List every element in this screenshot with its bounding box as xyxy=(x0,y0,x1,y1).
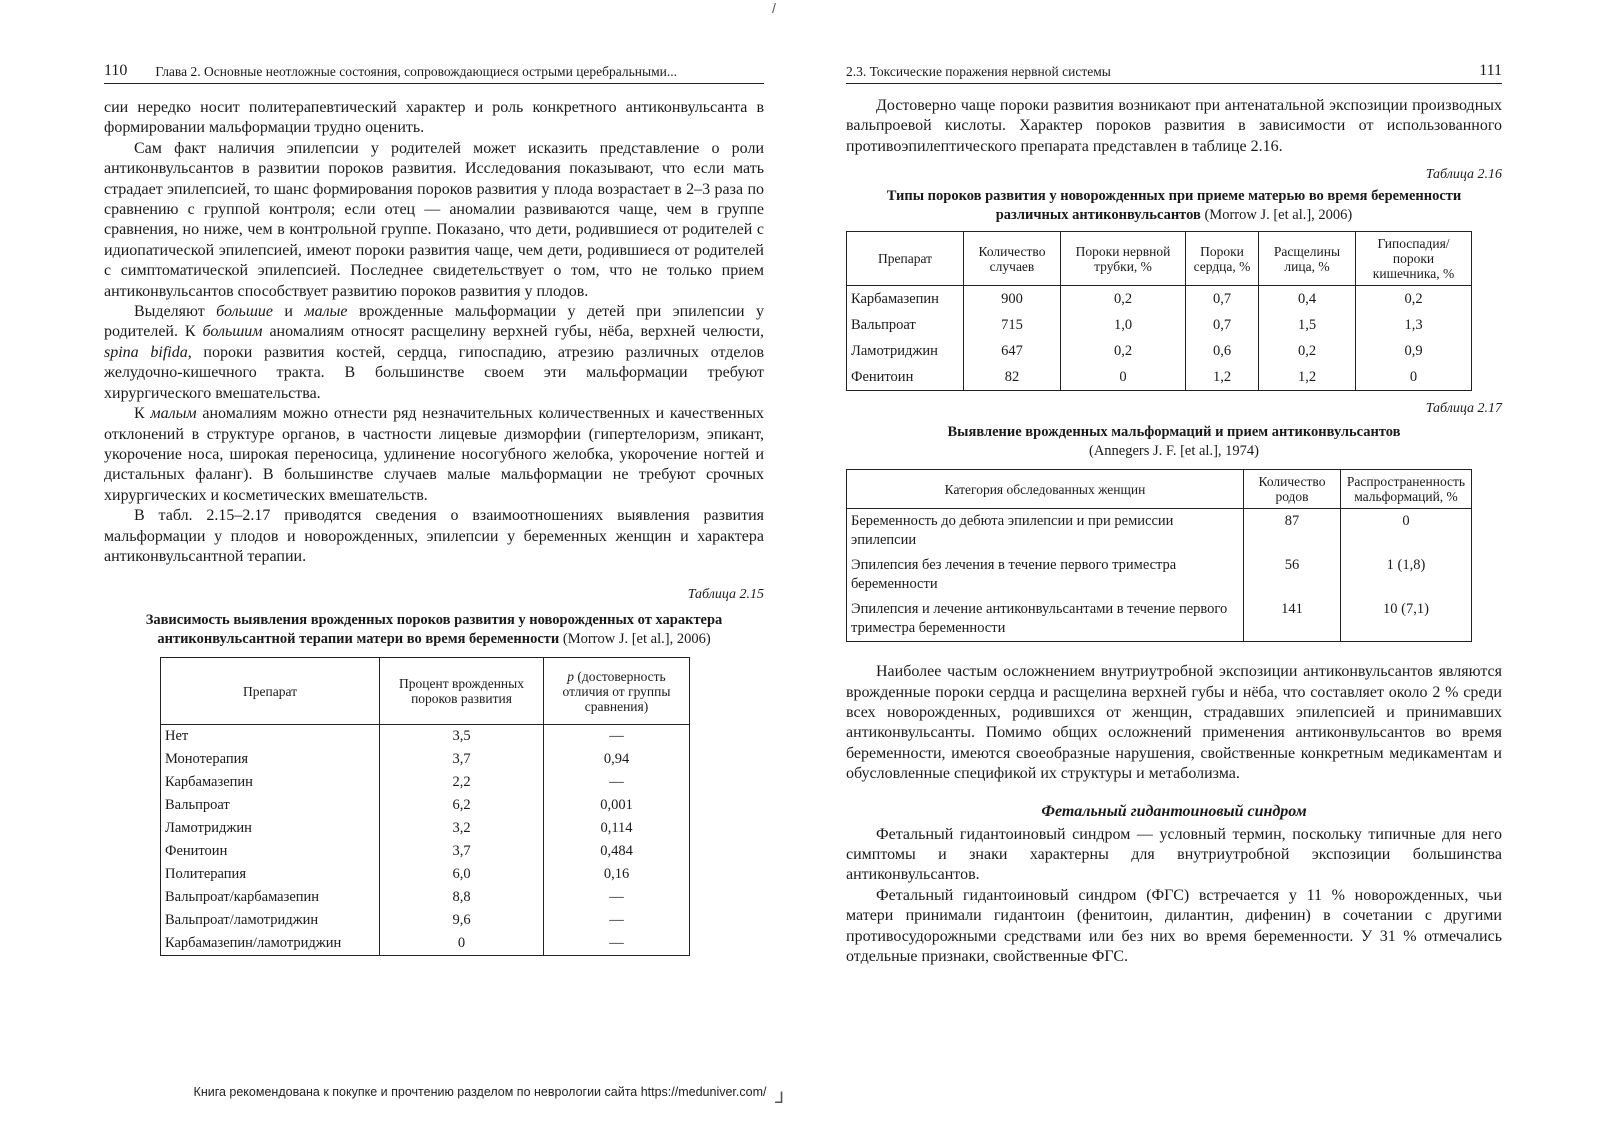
table-cell: 0,2 xyxy=(1356,286,1472,313)
table-cell: 3,5 xyxy=(380,725,544,749)
table-cell: 0,7 xyxy=(1186,312,1259,338)
table-cell: 0,484 xyxy=(544,840,690,863)
table-cell: — xyxy=(544,909,690,932)
table-row xyxy=(847,364,1472,391)
table-cell: 82 xyxy=(964,364,1061,391)
row-label: Вальпроат xyxy=(161,794,380,817)
paragraph: Фетальный гидантоиновый синдром (ФГС) встречается у 11 % новорожденных, чьи матери принимали гидантоин (фенитоин, дилантин, дифенин) в сочетании с другими противосудорожными средствами или без них во время беременности. У 31 % отмечались отдельные признаки, свойственные ФГС. xyxy=(846,886,1502,966)
column-header: Препарат xyxy=(161,658,380,725)
row-label: Ламотриджин xyxy=(161,817,380,840)
row-label: Монотерапия xyxy=(161,748,380,771)
column-header: Распространенность мальформаций, % xyxy=(1341,470,1472,509)
paragraph: Сам факт наличия эпилепсии у родителей может исказить представление о роли антиконвульсантов в развитии пороков развития. Исследования показывают, что если мать страдает эпилепсией, то шанс формирования пороков развития у плода возрастает в 2–3 раза по сравнению с группой контроля; если отец — аномалии развиваются чаще, чем в группе сравнения, но ниже, чем в контрольной группе. Показано, что дети, родившиеся от родителей с идиопатической эпилепсией, имеют пороки развития чаще, чем дети, родившиеся от родителей с симптоматической эпилепсией. Последнее свидетельствует о том, что не только прием антиконвульсантов способствует развитию пороков развития у плодов. xyxy=(104,139,764,300)
table-row xyxy=(161,794,690,817)
table-cell: 0 xyxy=(1061,364,1186,391)
paragraph: В табл. 2.15–2.17 приводятся сведения о взаимоотношениях выявления развития мальформации у плодов и новорожденных, эпилепсии у беременных женщин и характера антиконвульсантной терапии. xyxy=(104,507,764,565)
table-caption: Таблица 2.17 xyxy=(1425,401,1502,417)
table-body xyxy=(161,725,690,956)
row-label: Политерапия xyxy=(161,863,380,886)
table-cell: 6,2 xyxy=(380,794,544,817)
table-cell: 0,001 xyxy=(544,794,690,817)
column-header: Пороки сердца, % xyxy=(1186,232,1259,286)
table-title: Зависимость выявления врожденных пороков развития у новорожденных от характера антиконвульсантной терапии матери во время беременности (Morrow J. [et al.], 2006) xyxy=(145,612,723,648)
table-cell: 9,6 xyxy=(380,909,544,932)
column-header: Категория обследованных женщин xyxy=(847,470,1244,509)
table-cell: 8,8 xyxy=(380,886,544,909)
column-header: Гипоспадия/ пороки кишечника, % xyxy=(1356,232,1472,286)
table-cell: 6,0 xyxy=(380,863,544,886)
table-cell: 647 xyxy=(964,338,1061,364)
table-row xyxy=(161,748,690,771)
row-label: Вальпроат xyxy=(847,312,964,338)
table-cell: 0 xyxy=(1341,509,1472,554)
page-number: 110 xyxy=(104,62,128,79)
paragraph: Наиболее частым осложнением внутриутробной экспозиции антиконвульсантов являются врожденные пороки сердца и расщелина верхней губы и нёба, что составляет около 2 % среди всех новорожденных, родившихся от женщин, страдавших эпилепсией и принимавших антиконвульсанты. Помимо общих осложнений применения антиконвульсантов во время беременности, имеются своеобразные нарушения, свойственные конкретным медикаментам и обусловленные спецификой их структуры и метаболизма. xyxy=(846,663,1502,783)
table-cell: 715 xyxy=(964,312,1061,338)
table-cell: 0,6 xyxy=(1186,338,1259,364)
table-cell: 3,2 xyxy=(380,817,544,840)
running-head-text: 2.3. Токсические поражения нервной системы xyxy=(846,64,1111,79)
table-row xyxy=(847,286,1472,313)
table-title: Типы пороков развития у новорожденных при приеме матерью во время беременности различных антиконвульсантов (Morrow J. [et al.], 2006) xyxy=(886,188,1462,224)
table-caption: Таблица 2.15 xyxy=(687,587,764,603)
row-label: Беременность до дебюта эпилепсии и при ремиссии эпилепсии xyxy=(847,509,1244,554)
paragraph: К малым аномалиям можно отнести ряд незначительных количественных и качественных отклонений в структуре органов, в частности лицевые дизморфии (гипертелоризм, эпикант, укорочение носа, широкая переносица, удлинение носогубного желобка, укорочение ногтей и дистальных фаланг). В большинстве случаев малые мальформации не требуют срочных хирургических и косметических вмешательств. xyxy=(104,405,765,504)
row-label: Карбамазепин/ламотриджин xyxy=(161,932,380,956)
running-head-right xyxy=(846,62,1502,84)
table-row xyxy=(161,909,690,932)
table-cell: — xyxy=(544,771,690,794)
table-cell: 56 xyxy=(1244,553,1341,597)
table-row xyxy=(847,338,1472,364)
column-header: Процент врожденных пороков развития xyxy=(380,658,544,725)
table-row xyxy=(161,817,690,840)
column-header: Количество случаев xyxy=(964,232,1061,286)
right-page xyxy=(800,0,1600,1132)
table-body xyxy=(847,509,1472,642)
table-cell: 0,2 xyxy=(1061,338,1186,364)
table-cell: — xyxy=(544,932,690,956)
table-cell: — xyxy=(544,886,690,909)
page-number: 111 xyxy=(1479,62,1502,79)
running-head-left xyxy=(104,62,764,84)
column-header: Расщелины лица, % xyxy=(1259,232,1356,286)
table-row xyxy=(161,886,690,909)
table-cell: 1,3 xyxy=(1356,312,1472,338)
table-cell: 10 (7,1) xyxy=(1341,597,1472,642)
table-row xyxy=(847,553,1472,597)
row-label: Фенитоин xyxy=(847,364,964,391)
table-cell: 0,16 xyxy=(544,863,690,886)
table-cell: 900 xyxy=(964,286,1061,313)
row-label: Фенитоин xyxy=(161,840,380,863)
table-2-15 xyxy=(160,657,690,956)
table-row xyxy=(161,725,690,749)
table-cell: 0 xyxy=(380,932,544,956)
table-cell: — xyxy=(544,725,690,749)
table-row xyxy=(161,932,690,956)
table-cell: 1,2 xyxy=(1186,364,1259,391)
row-label: Ламотриджин xyxy=(847,338,964,364)
right-text-column xyxy=(846,96,1502,968)
table-title-block xyxy=(134,611,734,649)
table-cell: 0,4 xyxy=(1259,286,1356,313)
table-cell: 0,9 xyxy=(1356,338,1472,364)
scan-mark: / xyxy=(772,0,776,16)
table-cell: 0,2 xyxy=(1061,286,1186,313)
row-label: Вальпроат/ламотриджин xyxy=(161,909,380,932)
row-label: Эпилепсия без лечения в течение первого триместра беременности xyxy=(847,553,1244,597)
table-row xyxy=(847,509,1472,554)
table-row xyxy=(847,312,1472,338)
row-label: Вальпроат/карбамазепин xyxy=(161,886,380,909)
table-2-17 xyxy=(846,469,1472,642)
column-header: Препарат xyxy=(847,232,964,286)
row-label: Карбамазепин xyxy=(847,286,964,313)
table-cell: 1 (1,8) xyxy=(1341,553,1472,597)
table-cell: 0 xyxy=(1356,364,1472,391)
table-cell: 3,7 xyxy=(380,748,544,771)
row-label: Нет xyxy=(161,725,380,749)
row-label: Карбамазепин xyxy=(161,771,380,794)
column-header: Пороки нервной трубки, % xyxy=(1061,232,1186,286)
table-row xyxy=(847,597,1472,642)
table-cell: 141 xyxy=(1244,597,1341,642)
page-footer: Книга рекомендована к покупке и прочтению разделом по неврологии сайта https://meduniver.com/ xyxy=(193,1085,767,1099)
table-source: (Annegers J. F. [et al.], 1974) xyxy=(1089,443,1259,460)
table-cell: 1,2 xyxy=(1259,364,1356,391)
table-cell: 0,7 xyxy=(1186,286,1259,313)
table-2-16 xyxy=(846,231,1472,391)
table-cell: 0,94 xyxy=(544,748,690,771)
column-header: p (достоверность отличия от группы сравнения) xyxy=(544,658,690,725)
table-cell: 0,114 xyxy=(544,817,690,840)
table-row xyxy=(161,840,690,863)
table-cell: 1,5 xyxy=(1259,312,1356,338)
scan-mark: ⅃ xyxy=(775,1090,784,1107)
paragraph: Выделяют большие и малые врожденные мальформации у детей при эпилепсии у родителей. К большим аномалиям относят расщелину верхней губы, нёба, верхней челюсти, spina bifida, пороки развития костей, сердца, гипоспадию, атрезию различных отделов желудочно-кишечного тракта. В большинстве своем эти мальформации требуют хирургического вмешательства. xyxy=(104,303,765,402)
column-header: Количество родов xyxy=(1244,470,1341,509)
table-row xyxy=(161,771,690,794)
table-row xyxy=(161,863,690,886)
section-heading: Фетальный гидантоиновый синдром xyxy=(1041,802,1307,820)
paragraph: Достоверно чаще пороки развития возникают при антенатальной экспозиции производных вальпроевой кислоты. Характер пороков развития в зависимости от использованного противоэпилептического препарата представлен в таблице 2.16. xyxy=(846,97,1502,155)
paragraph: сии нередко носит политерапевтический характер и роль конкретного антиконвульсанта в формировании мальформации трудно оценить. xyxy=(104,99,764,137)
row-label: Эпилепсия и лечение антиконвульсантами в течение первого триместра беременности xyxy=(847,597,1244,642)
paragraph: Фетальный гидантоиновый синдром — условный термин, поскольку типичные для него симптомы и знаки характерны для внутриутробной экспозиции большинства антиконвульсантов. xyxy=(846,825,1502,884)
table-body xyxy=(847,286,1472,391)
table-cell: 2,2 xyxy=(380,771,544,794)
left-text-column xyxy=(104,98,764,956)
table-title: Выявление врожденных мальформаций и прием антиконвульсантов xyxy=(947,424,1401,441)
running-head-text: Глава 2. Основные неотложные состояния, сопровождающиеся острыми церебральными... xyxy=(155,64,677,79)
table-cell: 3,7 xyxy=(380,840,544,863)
table-cell: 87 xyxy=(1244,509,1341,554)
table-title-block xyxy=(869,187,1479,225)
table-cell: 0,2 xyxy=(1259,338,1356,364)
table-caption: Таблица 2.16 xyxy=(1425,167,1502,183)
table-cell: 1,0 xyxy=(1061,312,1186,338)
